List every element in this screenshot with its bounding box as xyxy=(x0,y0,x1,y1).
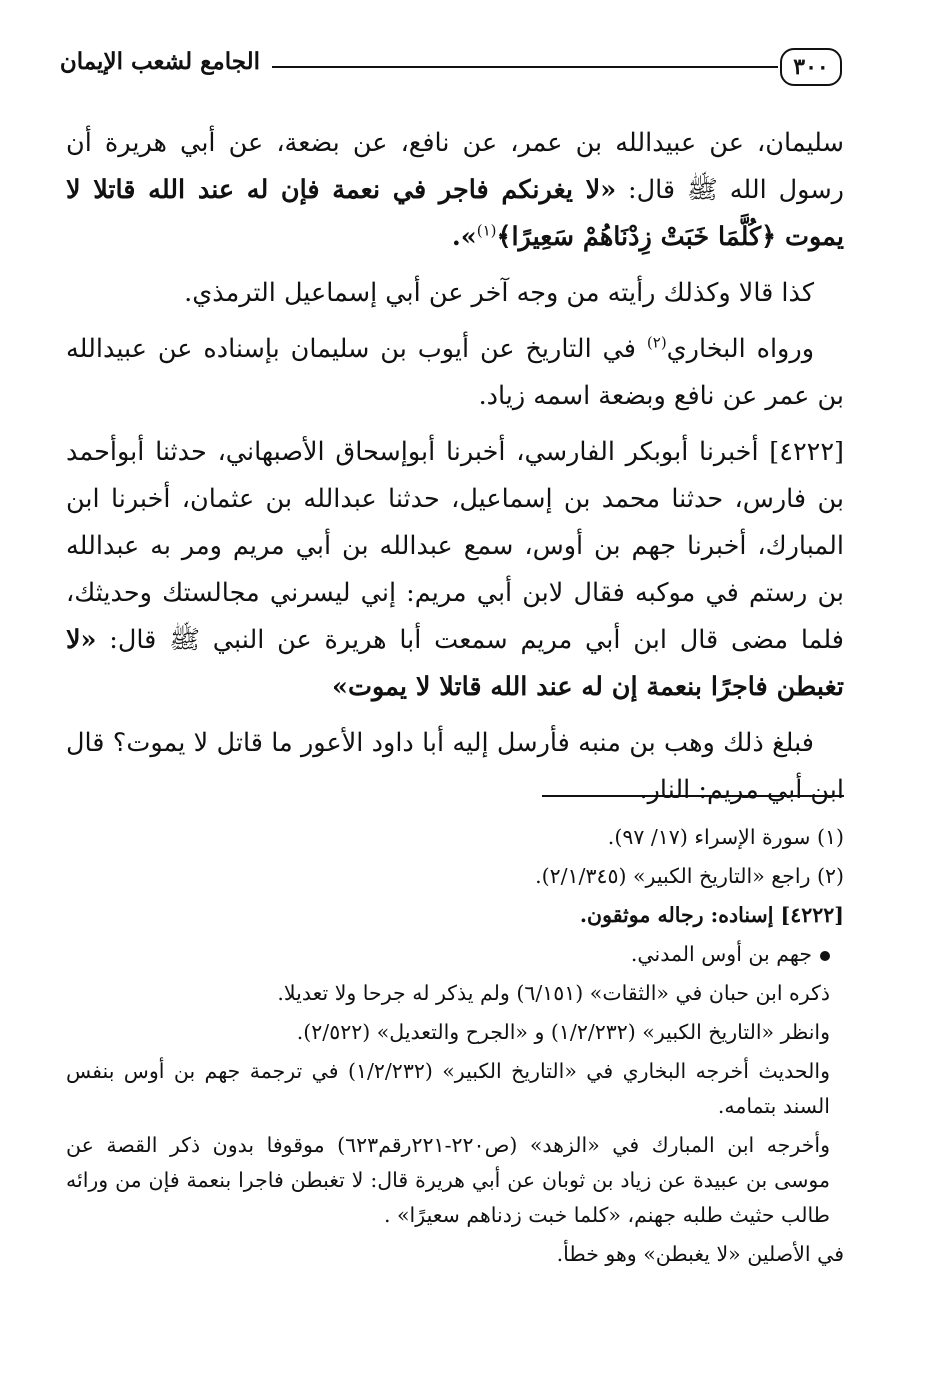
footnote-3-line-1: ذكره ابن حبان في «الثقات» (٦/١٥١) ولم يذكر له جرحا ولا تعديلا. xyxy=(277,981,830,1005)
hadith-quote-2: «لا تغبطن فاجرًا بنعمة إن له عند الله قاتلا لا يموت» xyxy=(66,625,844,702)
paragraph-3-text-a: ورواه البخاري xyxy=(666,334,815,364)
hadith-quote-1-end: ». xyxy=(451,222,477,252)
footnote-separator xyxy=(542,795,844,797)
footnote-ref-1: (١) xyxy=(476,221,497,240)
paragraph-2: كذا قالا وكذلك رأيته من وجه آخر عن أبي إسماعيل الترمذي. xyxy=(184,278,814,308)
hadith-quote-1: «لا يغرنكم فاجر في نعمة فإن له عند الله قاتلا لا يموت ﴿كُلَّمَا خَبَتْ زِدْنَاهُمْ سَعِيرًا﴾ xyxy=(66,175,844,252)
footnote-3-bullet-text: جهم بن أوس المدني. xyxy=(630,942,812,966)
footnote-3-line-4: وأخرجه ابن المبارك في «الزهد» (ص٢٢٠-٢٢١رقم٦٢٣) موقوفا بدون ذكر القصة عن موسى بن عبيدة عن زياد بن ثوبان عن أبي هريرة قال: لا تغبطن فاجرا بنعمة فإن من ورائه طالب حثيث طلبه جهنم، «كلما خبت زدناهم سعيرًا» . xyxy=(66,1133,830,1227)
page-number: ٣٠٠ xyxy=(780,48,842,86)
header-rule xyxy=(272,66,778,68)
page-header xyxy=(60,42,842,102)
paragraph-4 xyxy=(66,429,844,711)
footnote-2: (٢) راجع «التاريخ الكبير» (٢/١/٣٤٥). xyxy=(535,864,844,888)
paragraph-5: فبلغ ذلك وهب بن منبه فأرسل إليه أبا داود الأعور ما قاتل لا يموت؟ قال ابن أبي مريم: النار. xyxy=(66,728,844,805)
footnote-3-heading: [٤٢٢٢] إسناده: رجاله موثقون. xyxy=(579,903,844,927)
paragraph-1-text: سليمان، عن عبيدالله بن عمر، عن نافع، عن بضعة، عن أبي هريرة أن رسول الله ﷺ قال: xyxy=(66,128,844,205)
paragraph-3-text-b: في التاريخ عن أيوب بن سليمان بإسناده عن عبيدالله بن عمر عن نافع وبضعة اسمه زياد. xyxy=(66,334,844,411)
bullet-icon xyxy=(820,951,830,961)
paragraph-3 xyxy=(66,326,844,420)
paragraph-1 xyxy=(66,120,844,261)
main-text xyxy=(66,120,844,823)
book-title: الجامع لشعب الإيمان xyxy=(59,48,260,75)
footnote-ref-2: (٢) xyxy=(646,333,667,352)
footnote-3-bullet-item xyxy=(66,937,844,972)
footnote-3-line-5: في الأصلين «لا يغبطن» وهو خطأ. xyxy=(556,1242,844,1266)
paragraph-4-text: [٤٢٢٢] أخبرنا أبوبكر الفارسي، أخبرنا أبوإسحاق الأصبهاني، حدثنا أبوأحمد بن فارس، حدثنا محمد بن إسماعيل، حدثنا عبدالله بن عثمان، أخبرنا ابن المبارك، أخبرنا جهم بن أوس، سمع عبدالله بن أبي مريم ومر به عبدالله بن رستم في موكبه فقال لابن أبي مريم: إني ليسرني مجالستك وحديثك، فلما مضى قال ابن أبي مريم سمعت أبا هريرة عن النبي ﷺ قال: xyxy=(66,437,844,655)
footnote-3-line-3: والحديث أخرجه البخاري في «التاريخ الكبير» (١/٢/٢٣٢) في ترجمة جهم بن أوس بنفس السند بتمامه. xyxy=(66,1059,830,1118)
footnote-3-line-2: وانظر «التاريخ الكبير» (١/٢/٢٣٢) و «الجرح والتعديل» (٢/٥٢٢). xyxy=(296,1020,830,1044)
footnote-1: (١) سورة الإسراء (١٧/ ٩٧). xyxy=(607,825,844,849)
footnotes xyxy=(66,820,844,1276)
